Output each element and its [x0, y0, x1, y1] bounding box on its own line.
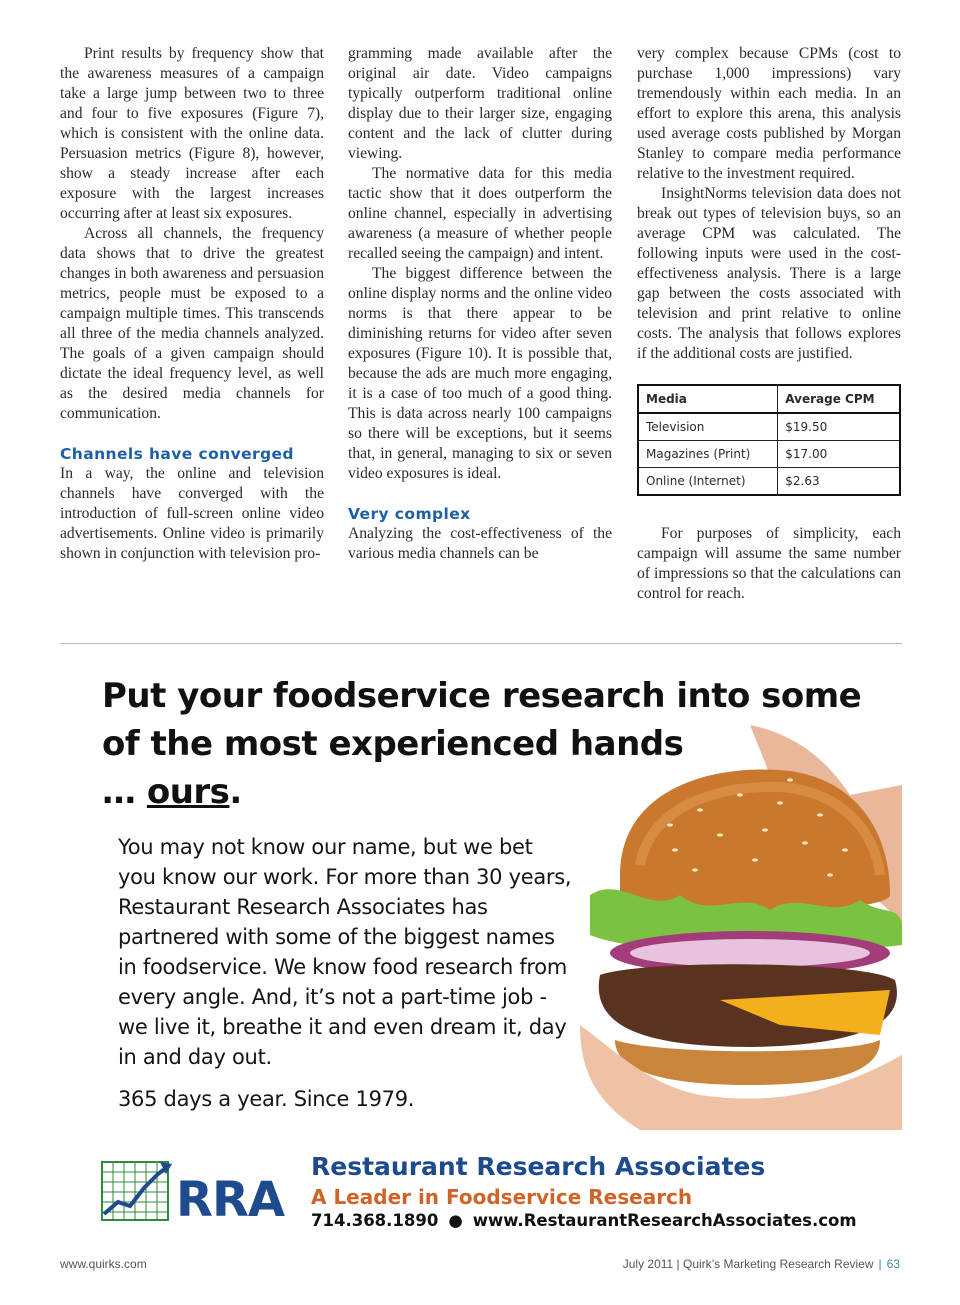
table-cell: Online (Internet) — [638, 468, 778, 496]
footer-issue-info — [623, 1257, 900, 1271]
paragraph: Analyzing the cost-effectiveness of the various media channels can be — [348, 525, 612, 562]
paragraph: The biggest difference between the online display norms and the online video norms is that there appear to be diminishing returns for video after seven exposures (Figure 10). It is possible that, because the ads are much more engaging, it is a case of too much of a good thing. This is data across nearly 100 campaigns so there will be exceptions, but it seems that, in general, managing to six or seven video exposures is ideal. — [348, 265, 612, 482]
article-column-2 — [348, 44, 612, 564]
paragraph: For purposes of simplicity, each campaign will assume the same number of impressions so that the calculations can control for reach. — [637, 525, 901, 602]
paragraph: gramming made available after the original air date. Video campaigns typically outperform traditional online display due to their larger size, engaging content and the lack of clutter during viewing. — [348, 45, 612, 162]
phone-number: 714.368.1890 — [311, 1211, 439, 1230]
ad-headline-suffix: . — [229, 772, 242, 812]
company-contact — [311, 1211, 857, 1230]
table-cell: $2.63 — [778, 468, 900, 496]
ad-headline-line: Put your foodservice research into some — [102, 676, 862, 716]
footer-separator: | — [878, 1257, 882, 1271]
burger-hand-image — [580, 725, 902, 1130]
page-number: 63 — [886, 1257, 900, 1271]
section-heading: Channels have converged — [60, 445, 294, 463]
article-column-3 — [637, 44, 901, 604]
section-heading: Very complex — [348, 505, 471, 523]
article-column-1 — [60, 44, 324, 564]
website-link[interactable]: www.RestaurantResearchAssociates.com — [472, 1211, 857, 1230]
table-header-row — [638, 385, 900, 413]
advertisement — [60, 650, 902, 1240]
paragraph: The normative data for this media tactic show that it does outperform the online channel, especially in advertising awareness (a measure of whether people recalled seeing the campaign) and intent. — [348, 165, 612, 262]
table-cell: Magazines (Print) — [638, 441, 778, 468]
table-header: Media — [638, 385, 778, 413]
section-divider — [60, 643, 902, 644]
rra-logo — [100, 1158, 300, 1224]
ad-body-text: You may not know our name, but we bet you know our work. For more than 30 years, Restaurant Research Associates has partnered with some of the biggest names in foodservice. We know food research from every angle. And, it’s not a part-time job - we live it, breathe it and even dream it, day in and day out. — [118, 835, 572, 1069]
rra-logo-text: RRA — [176, 1172, 285, 1224]
company-tagline: A Leader in Foodservice Research — [311, 1185, 693, 1209]
ad-body-copy — [118, 832, 573, 1114]
paragraph: very complex because CPMs (cost to purchase 1,000 impressions) vary tremendously within each media. In an effort to explore this arena, this analysis used average costs published by Morgan Stanley to compare media performance relative to the investment required. — [637, 45, 901, 182]
ad-headline-prefix: … — [102, 772, 147, 812]
ad-headline-emphasis: ours — [146, 772, 230, 812]
footer-issue: July 2011 | Quirk’s Marketing Research Review — [622, 1257, 874, 1271]
paragraph: In a way, the online and television channels have converged with the introduction of full-screen online video advertisements. Online video is primarily shown in conjunction with television pro- — [60, 465, 324, 562]
footer-site[interactable]: www.quirks.com — [60, 1257, 147, 1271]
table-cell: Television — [638, 413, 778, 441]
table-row — [638, 413, 900, 441]
growth-chart-icon — [102, 1162, 172, 1220]
company-name: Restaurant Research Associates — [311, 1152, 766, 1181]
paragraph: Print results by frequency show that the awareness measures of a campaign take a large jump between two to three and four to five exposures (Figure 7), which is consistent with the online data. Persuasion metrics (Figure 8), however, show a steady increase after each exposure with the largest increases occurring after at least six exposures. — [60, 45, 324, 222]
table-row — [638, 468, 900, 496]
table-cell: $19.50 — [778, 413, 900, 441]
ad-headline-line: of the most experienced hands — [102, 724, 684, 764]
table-row — [638, 441, 900, 468]
paragraph: Across all channels, the frequency data shows that to drive the greatest changes in both awareness and persuasion metrics, people must be exposed to a campaign multiple times. This transcends all three of the media channels analyzed. The goals of a given campaign should dictate the ideal frequency level, as well as the desired media channels for communication. — [60, 225, 324, 422]
paragraph: InsightNorms television data does not break out types of television buys, so an average CPM was calculated. The following inputs were used in the cost-effectiveness analysis. There is a large gap between the costs associated with television and print relative to online costs. The analysis that follows explores if the additional costs are justified. — [637, 185, 901, 362]
cpm-table — [637, 384, 901, 496]
bullet-separator: ● — [448, 1211, 463, 1230]
table-cell: $17.00 — [778, 441, 900, 468]
table-header: Average CPM — [778, 385, 900, 413]
ad-since-text: 365 days a year. Since 1979. — [118, 1087, 415, 1111]
